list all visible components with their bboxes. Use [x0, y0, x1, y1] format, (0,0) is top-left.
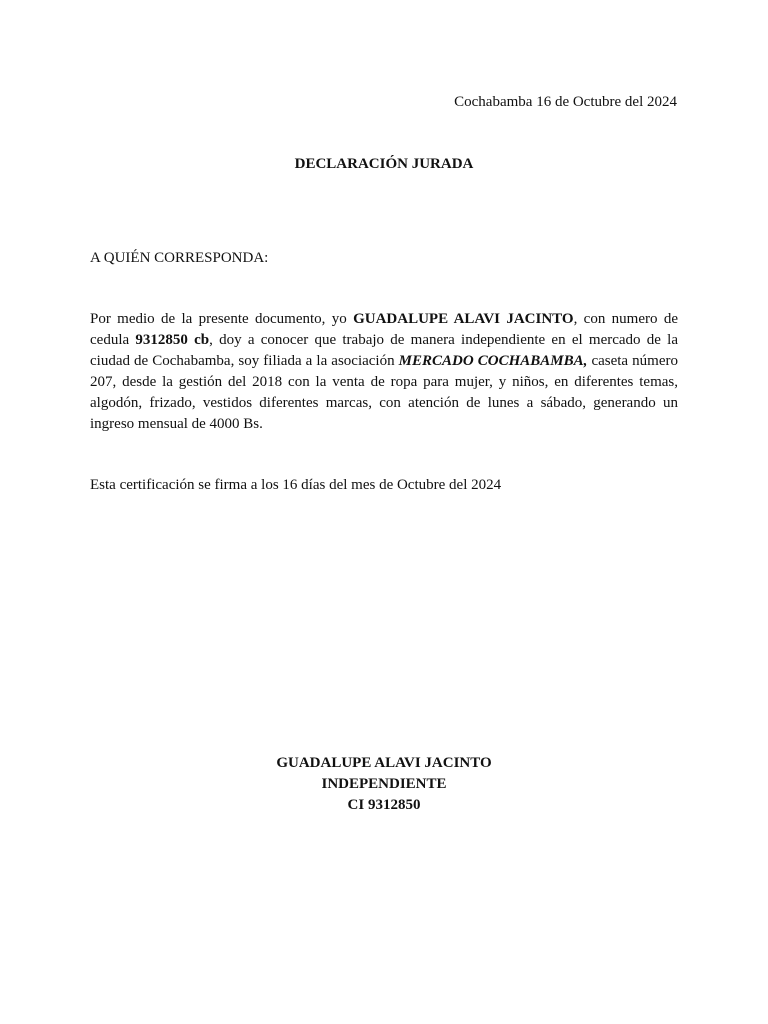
body-text-details: caseta número 207, desde la gestión del 2018 con la venta de ropa para mujer, y niños, en diferentes temas, algodón, frizado, vestidos diferentes marcas, con atención de lunes a sábado, generando un ingreso mensual de 4000 Bs. — [90, 353, 678, 432]
body-text-work: , doy a conocer que trabajo de manera independiente en el mercado de la ciudad de Cochabamba, soy filiada a la asociación — [90, 332, 679, 369]
body-text-intro: Por medio de la presente documento, yo — [90, 311, 354, 327]
date-line: Cochabamba 16 de Octubre del 2024 — [454, 94, 677, 110]
association-name: MERCADO COCHABAMBA, — [398, 353, 588, 369]
signature-name: GUADALUPE ALAVI JACINTO — [276, 755, 492, 771]
document-title: DECLARACIÓN JURADA — [294, 156, 474, 172]
signature-role: INDEPENDIENTE — [321, 776, 447, 792]
salutation: A QUIÉN CORRESPONDA: — [90, 250, 269, 266]
signature-block — [0, 753, 768, 816]
closing-line: Esta certificación se firma a los 16 días del mes de Octubre del 2024 — [90, 477, 502, 493]
declarant-ci: 9312850 cb — [135, 332, 210, 348]
body-paragraph — [90, 309, 678, 435]
declarant-name: GUADALUPE ALAVI JACINTO — [353, 311, 574, 327]
signature-id: CI 9312850 — [347, 797, 421, 813]
body-text-cedula: , con numero de cedula — [90, 311, 678, 348]
